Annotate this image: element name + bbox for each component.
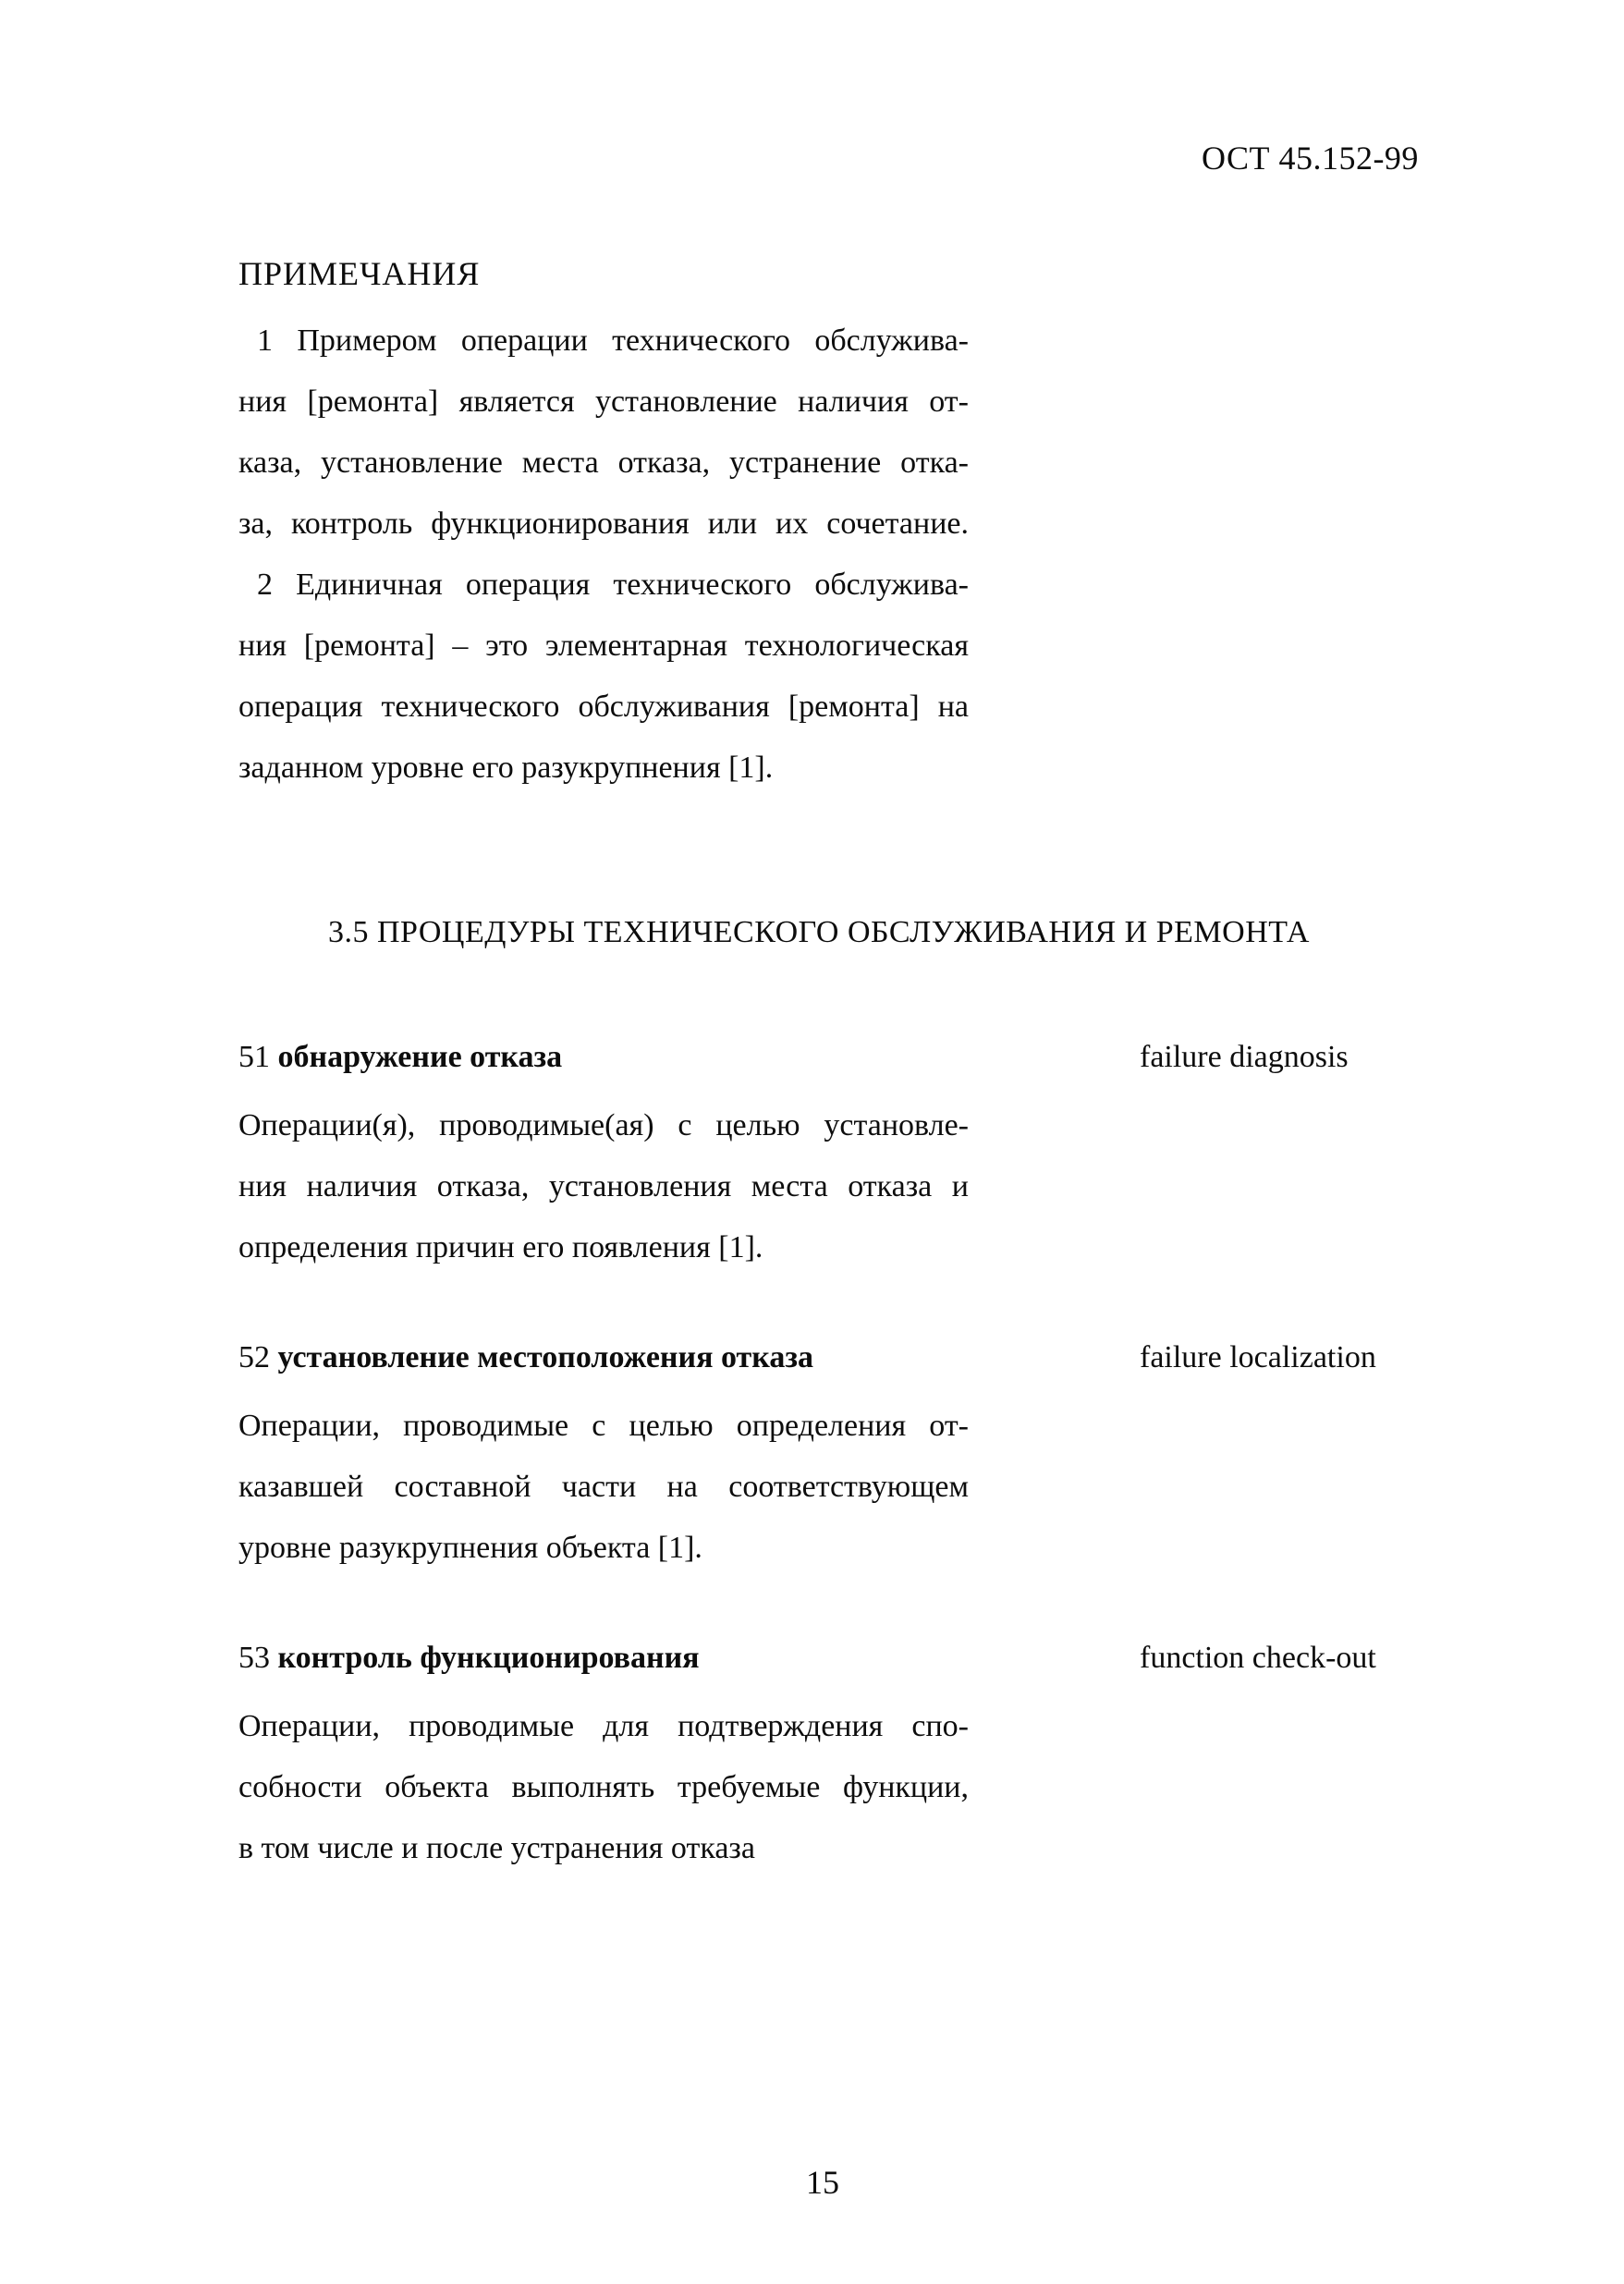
note-1-line: 1 Примером операции технического обслужива- (257, 324, 969, 358)
note-2-line: ния [ремонта] – это элементарная технологическая (238, 629, 969, 663)
term-heading (238, 1040, 562, 1075)
term-english: failure localization (1140, 1340, 1376, 1374)
definition-line: собности объекта выполнять требуемые функции, (238, 1770, 969, 1804)
term-english: failure diagnosis (1140, 1040, 1349, 1074)
term-english: function check-out (1140, 1641, 1376, 1675)
term-number: 51 (238, 1040, 278, 1074)
note-2-line: заданном уровне его разукрупнения [1]. (238, 751, 774, 785)
definition-line: в том числе и после устранения отказа (238, 1831, 755, 1865)
term-definition (238, 1696, 969, 1879)
note-1-line: каза, установление места отказа, устранение отка- (238, 446, 969, 480)
definition-line: казавшей составной части на соответствующем (238, 1470, 969, 1504)
note-2-line: операция технического обслуживания [ремонта] на (238, 690, 969, 724)
document-code: ОСТ 45.152-99 (1202, 140, 1419, 177)
section-heading: 3.5 ПРОЦЕДУРЫ ТЕХНИЧЕСКОГО ОБСЛУЖИВАНИЯ И РЕМОНТА (328, 915, 1310, 949)
definition-line: Операции(я), проводимые(ая) с целью установле- (238, 1108, 969, 1142)
term-definition (238, 1396, 969, 1579)
note-2-line: 2 Единичная операция технического обслужива- (257, 568, 969, 602)
term-definition (238, 1095, 969, 1278)
term-name: установление местоположения отказа (277, 1340, 813, 1374)
term-number: 52 (238, 1340, 278, 1374)
definition-line: уровне разукрупнения объекта [1]. (238, 1531, 702, 1565)
note-1-line: за, контроль функционирования или их сочетание. (238, 507, 969, 541)
note-1 (238, 311, 969, 555)
term-heading (238, 1340, 813, 1375)
term-name: обнаружение отказа (277, 1040, 563, 1074)
note-1-line: ния [ремонта] является установление наличия от- (238, 385, 969, 419)
term-number: 53 (238, 1641, 278, 1675)
definition-line: Операции, проводимые с целью определения от- (238, 1409, 969, 1443)
note-2 (238, 555, 969, 799)
definition-line: определения причин его появления [1]. (238, 1230, 763, 1264)
term-heading (238, 1641, 700, 1676)
page-number: 15 (806, 2164, 839, 2201)
definition-line: ния наличия отказа, установления места отказа и (238, 1169, 969, 1203)
definition-line: Операции, проводимые для подтверждения спо- (238, 1709, 969, 1743)
notes-title: ПРИМЕЧАНИЯ (238, 255, 481, 292)
term-name: контроль функционирования (277, 1641, 700, 1675)
